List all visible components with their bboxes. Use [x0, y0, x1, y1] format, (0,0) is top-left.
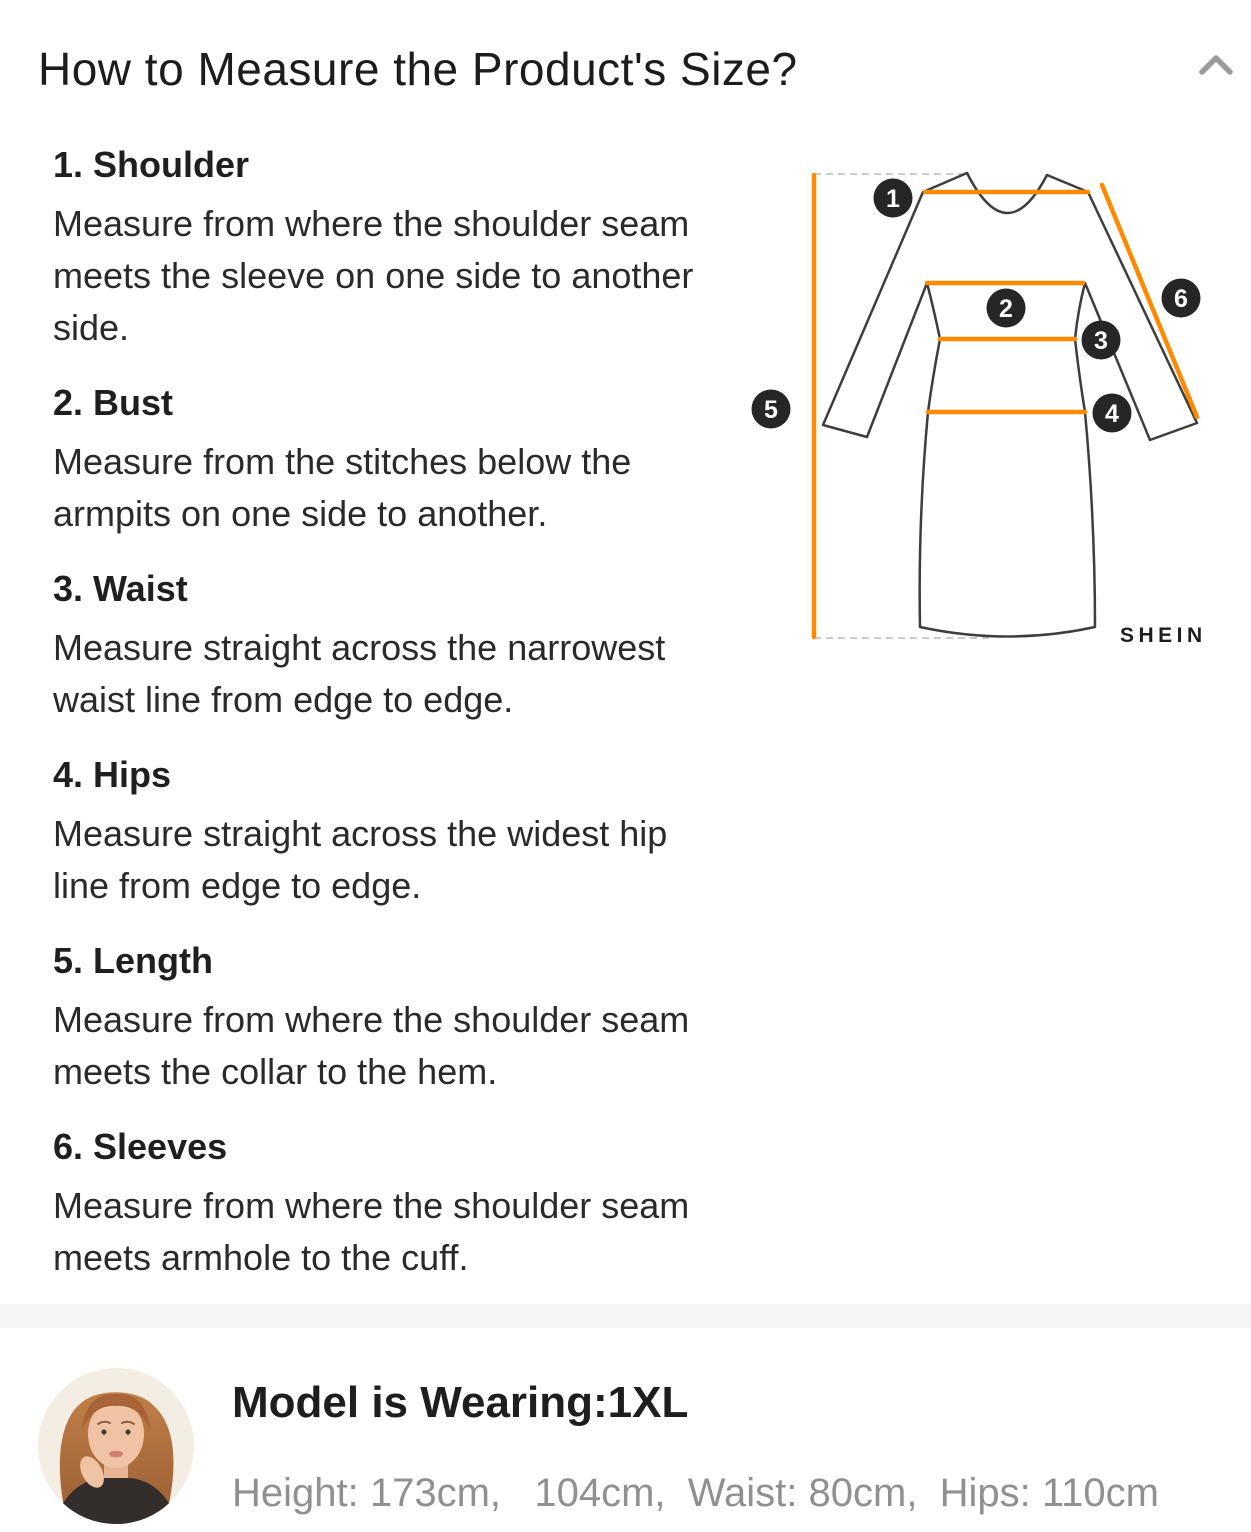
model-measurements: Height: 173cm, 104cm, Waist: 80cm, Hips: 110cm [232, 1471, 1159, 1515]
measure-section [53, 566, 708, 726]
svg-text:2: 2 [999, 295, 1013, 323]
measure-section-body: Measure from where the shoulder seam meets the collar to the hem. [53, 999, 690, 1092]
svg-text:6: 6 [1174, 285, 1188, 313]
dress-outline [823, 173, 1197, 637]
model-wearing-label: Model is Wearing:1XL [232, 1378, 689, 1427]
page-title: How to Measure the Product's Size? [38, 43, 798, 95]
measure-badge-1 [874, 179, 913, 218]
model-photo-illustration [38, 1368, 194, 1524]
collapse-button[interactable] [1192, 48, 1240, 82]
measure-section-body: Measure straight across the narrowest waist line from edge to edge. [53, 627, 666, 720]
measure-instructions [53, 142, 708, 1284]
measure-section-heading: 5. Length [53, 940, 213, 981]
svg-text:1: 1 [886, 185, 900, 213]
measure-section-heading: 3. Waist [53, 568, 188, 609]
svg-text:4: 4 [1105, 400, 1119, 428]
measure-badge-2 [987, 289, 1026, 328]
measure-section-heading: 1. Shoulder [53, 144, 250, 185]
svg-text:5: 5 [764, 396, 778, 424]
size-diagram [750, 160, 1250, 680]
measure-section-heading: 6. Sleeves [53, 1126, 228, 1167]
measure-section-body: Measure straight across the widest hip line from edge to edge. [53, 813, 668, 906]
model-avatar [38, 1368, 194, 1524]
size-guide-header[interactable] [0, 0, 1251, 110]
measure-section [53, 938, 708, 1098]
measure-section-body: Measure from where the shoulder seam meets armhole to the cuff. [53, 1185, 690, 1278]
measure-section-body: Measure from where the shoulder seam meets the sleeve on one side to another side. [53, 203, 694, 348]
measure-badge-3 [1082, 321, 1121, 360]
measure-section-body: Measure from the stitches below the armpits on one side to another. [53, 441, 632, 534]
chevron-up-icon [1196, 52, 1236, 78]
svg-text:3: 3 [1094, 327, 1108, 355]
measure-badge-6 [1162, 279, 1201, 318]
measure-section [53, 752, 708, 912]
measure-section [53, 380, 708, 540]
brand-logo: SHEIN [1120, 624, 1207, 647]
measure-section-heading: 4. Hips [53, 754, 172, 795]
measure-section [53, 142, 708, 354]
section-divider [0, 1304, 1251, 1328]
measure-badge-4 [1093, 394, 1132, 433]
measure-section [53, 1124, 708, 1284]
measure-badge-5 [752, 390, 791, 429]
measure-section-heading: 2. Bust [53, 382, 174, 423]
